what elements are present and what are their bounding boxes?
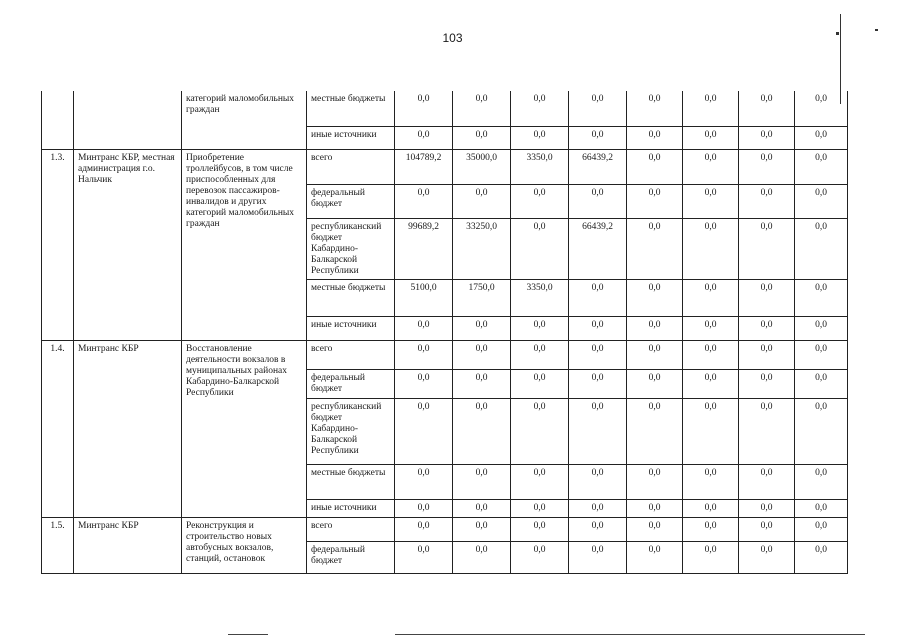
row-executor [74, 91, 182, 149]
row-activity: Реконструкция и строительство новых автобусных вокзалов, станций, остановок [182, 517, 307, 573]
amount-cell: 0,0 [739, 340, 795, 369]
funding-source: федеральный бюджет [307, 369, 395, 398]
amount-cell: 0,0 [511, 184, 569, 218]
amount-cell: 0,0 [683, 340, 739, 369]
amount-cell: 0,0 [739, 398, 795, 464]
amount-cell: 0,0 [569, 398, 627, 464]
amount-cell: 0,0 [511, 369, 569, 398]
amount-cell: 0,0 [511, 541, 569, 573]
funding-source: местные бюджеты [307, 91, 395, 126]
amount-cell: 0,0 [739, 184, 795, 218]
amount-cell: 0,0 [683, 316, 739, 340]
amount-cell: 0,0 [395, 464, 453, 499]
amount-cell: 0,0 [569, 541, 627, 573]
amount-cell: 0,0 [627, 126, 683, 149]
amount-cell: 0,0 [569, 126, 627, 149]
amount-cell: 0,0 [453, 184, 511, 218]
amount-cell: 0,0 [683, 91, 739, 126]
amount-cell: 0,0 [453, 541, 511, 573]
amount-cell: 0,0 [683, 464, 739, 499]
amount-cell: 0,0 [739, 517, 795, 541]
amount-cell: 0,0 [511, 340, 569, 369]
footer-line [228, 634, 268, 635]
funding-source: всего [307, 149, 395, 184]
table-row [42, 91, 848, 126]
funding-source: местные бюджеты [307, 279, 395, 316]
row-executor: Минтранс КБР, местная администрация г.о. Нальчик [74, 149, 182, 340]
amount-cell: 0,0 [569, 279, 627, 316]
footer-line [395, 634, 865, 635]
amount-cell: 0,0 [627, 184, 683, 218]
amount-cell: 0,0 [739, 464, 795, 499]
amount-cell: 99689,2 [395, 218, 453, 279]
amount-cell: 1750,0 [453, 279, 511, 316]
amount-cell: 5100,0 [395, 279, 453, 316]
amount-cell: 0,0 [739, 126, 795, 149]
amount-cell: 0,0 [683, 541, 739, 573]
amount-cell: 0,0 [511, 218, 569, 279]
amount-cell: 0,0 [683, 369, 739, 398]
amount-cell: 0,0 [627, 517, 683, 541]
amount-cell: 0,0 [795, 91, 848, 126]
amount-cell: 0,0 [795, 340, 848, 369]
amount-cell: 0,0 [395, 91, 453, 126]
amount-cell: 0,0 [453, 340, 511, 369]
funding-source: федеральный бюджет [307, 184, 395, 218]
amount-cell: 0,0 [569, 464, 627, 499]
amount-cell: 0,0 [627, 316, 683, 340]
amount-cell: 0,0 [739, 91, 795, 126]
row-index: 1.3. [42, 149, 74, 340]
amount-cell: 0,0 [739, 316, 795, 340]
table-row [42, 340, 848, 369]
amount-cell: 0,0 [511, 126, 569, 149]
amount-cell: 0,0 [453, 464, 511, 499]
amount-cell: 3350,0 [511, 149, 569, 184]
amount-cell: 0,0 [739, 218, 795, 279]
amount-cell: 0,0 [627, 499, 683, 517]
amount-cell: 0,0 [795, 279, 848, 316]
amount-cell: 0,0 [395, 369, 453, 398]
amount-cell: 66439,2 [569, 149, 627, 184]
amount-cell: 0,0 [795, 149, 848, 184]
amount-cell: 0,0 [569, 316, 627, 340]
amount-cell: 0,0 [795, 541, 848, 573]
amount-cell: 0,0 [683, 149, 739, 184]
table-row [42, 517, 848, 541]
amount-cell: 0,0 [511, 499, 569, 517]
funding-source: федеральный бюджет [307, 541, 395, 573]
amount-cell: 0,0 [395, 126, 453, 149]
amount-cell: 0,0 [453, 126, 511, 149]
amount-cell: 0,0 [453, 369, 511, 398]
amount-cell: 0,0 [739, 499, 795, 517]
amount-cell: 0,0 [395, 541, 453, 573]
amount-cell: 0,0 [569, 340, 627, 369]
amount-cell: 0,0 [627, 218, 683, 279]
amount-cell: 0,0 [795, 398, 848, 464]
amount-cell: 0,0 [453, 517, 511, 541]
row-activity: Восстановление деятельности вокзалов в муниципальных районах Кабардино-Балкарской Республики [182, 340, 307, 517]
row-executor: Минтранс КБР [74, 517, 182, 573]
amount-cell: 0,0 [683, 398, 739, 464]
row-activity: Приобретение троллейбусов, в том числе приспособленных для перевозок пассажиров-инвалидов и других категорий маломобильных граждан [182, 149, 307, 340]
amount-cell: 0,0 [795, 517, 848, 541]
amount-cell: 0,0 [795, 184, 848, 218]
amount-cell: 0,0 [395, 316, 453, 340]
amount-cell: 0,0 [739, 541, 795, 573]
amount-cell: 0,0 [795, 218, 848, 279]
amount-cell: 0,0 [739, 369, 795, 398]
amount-cell: 0,0 [395, 184, 453, 218]
funding-source: республиканский бюджет Кабардино-Балкарской Республики [307, 218, 395, 279]
funding-source: всего [307, 340, 395, 369]
amount-cell: 0,0 [627, 369, 683, 398]
amount-cell: 0,0 [739, 279, 795, 316]
funding-source: иные источники [307, 126, 395, 149]
funding-source: республиканский бюджет Кабардино-Балкарской Республики [307, 398, 395, 464]
amount-cell: 0,0 [683, 279, 739, 316]
amount-cell: 0,0 [569, 369, 627, 398]
amount-cell: 0,0 [795, 369, 848, 398]
amount-cell: 0,0 [511, 398, 569, 464]
amount-cell: 0,0 [683, 517, 739, 541]
amount-cell: 0,0 [627, 91, 683, 126]
funding-source: иные источники [307, 499, 395, 517]
funding-source: иные источники [307, 316, 395, 340]
amount-cell: 0,0 [627, 398, 683, 464]
amount-cell: 0,0 [795, 126, 848, 149]
amount-cell: 0,0 [569, 91, 627, 126]
amount-cell: 0,0 [569, 184, 627, 218]
table-row [42, 149, 848, 184]
funding-source: местные бюджеты [307, 464, 395, 499]
amount-cell: 0,0 [395, 398, 453, 464]
amount-cell: 66439,2 [569, 218, 627, 279]
amount-cell: 35000,0 [453, 149, 511, 184]
amount-cell: 0,0 [395, 517, 453, 541]
amount-cell: 0,0 [627, 279, 683, 316]
amount-cell: 0,0 [395, 499, 453, 517]
amount-cell: 0,0 [795, 316, 848, 340]
budget-table [41, 91, 848, 574]
funding-source: всего [307, 517, 395, 541]
amount-cell: 0,0 [453, 398, 511, 464]
amount-cell: 0,0 [683, 218, 739, 279]
amount-cell: 0,0 [683, 184, 739, 218]
amount-cell: 0,0 [627, 149, 683, 184]
amount-cell: 0,0 [683, 499, 739, 517]
amount-cell: 0,0 [511, 91, 569, 126]
scan-mark [836, 32, 839, 35]
row-activity: категорий маломобильных граждан [182, 91, 307, 149]
page-number: 103 [442, 31, 463, 45]
row-index: 1.4. [42, 340, 74, 517]
amount-cell: 3350,0 [511, 279, 569, 316]
amount-cell: 0,0 [683, 126, 739, 149]
amount-cell: 0,0 [453, 499, 511, 517]
amount-cell: 0,0 [453, 316, 511, 340]
amount-cell: 33250,0 [453, 218, 511, 279]
amount-cell: 0,0 [511, 517, 569, 541]
row-index [42, 91, 74, 149]
amount-cell: 0,0 [453, 91, 511, 126]
amount-cell: 0,0 [795, 464, 848, 499]
row-index: 1.5. [42, 517, 74, 573]
amount-cell: 0,0 [627, 340, 683, 369]
amount-cell: 0,0 [739, 149, 795, 184]
amount-cell: 0,0 [569, 517, 627, 541]
amount-cell: 0,0 [795, 499, 848, 517]
amount-cell: 104789,2 [395, 149, 453, 184]
amount-cell: 0,0 [569, 499, 627, 517]
amount-cell: 0,0 [395, 340, 453, 369]
amount-cell: 0,0 [627, 464, 683, 499]
amount-cell: 0,0 [511, 316, 569, 340]
scan-mark [875, 29, 878, 31]
amount-cell: 0,0 [627, 541, 683, 573]
row-executor: Минтранс КБР [74, 340, 182, 517]
amount-cell: 0,0 [511, 464, 569, 499]
